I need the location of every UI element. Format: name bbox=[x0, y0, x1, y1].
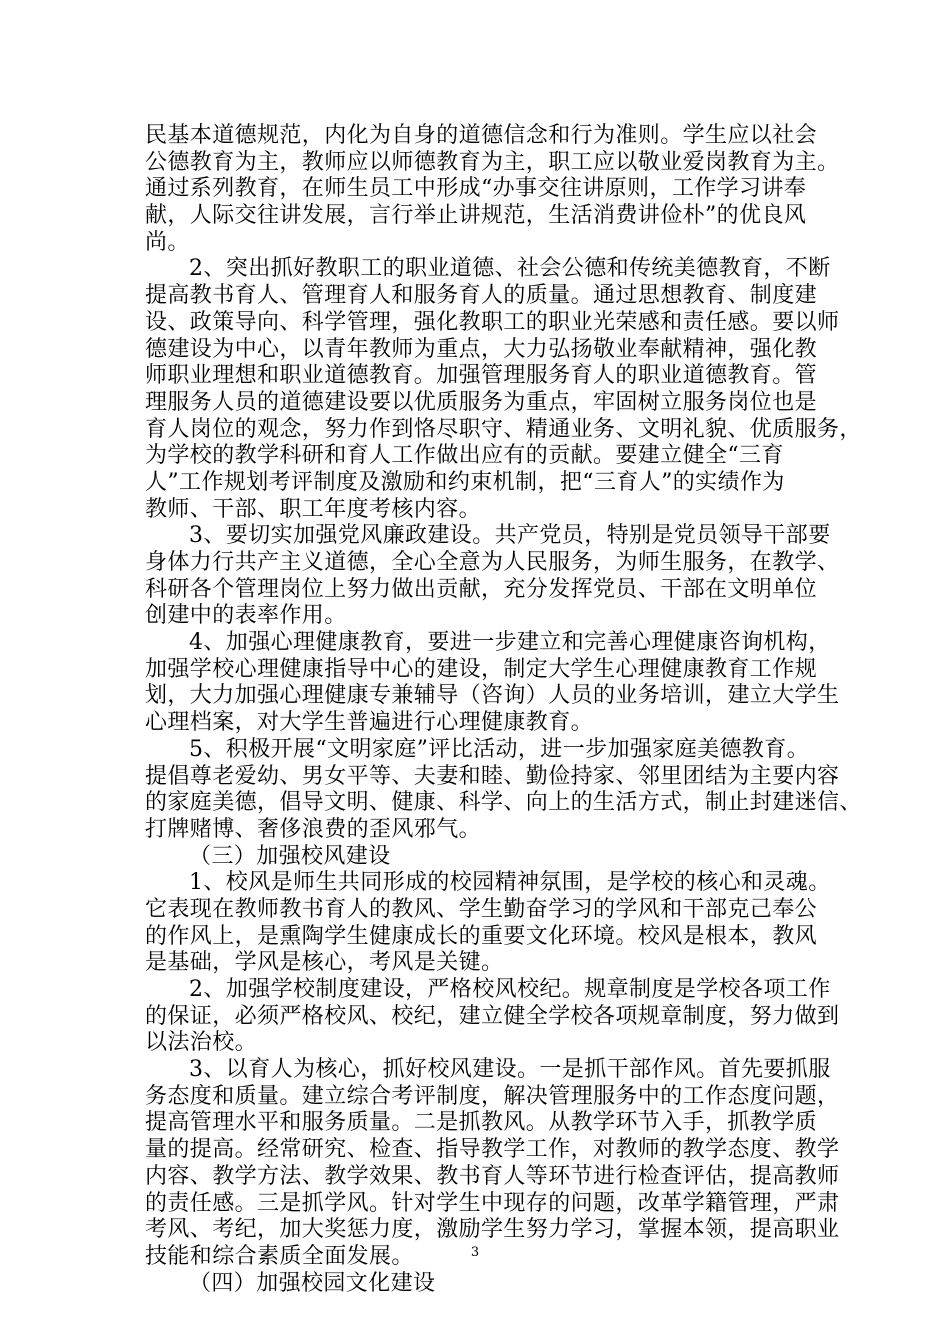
page-number: 3 bbox=[470, 1245, 480, 1260]
text-line: 民基本道德规范，内化为自身的道德信念和行为准则。学生应以社会 bbox=[145, 123, 818, 148]
paragraph-first-line: 1、校风是师生共同形成的校园精神氛围，是学校的核心和灵魂。 bbox=[189, 870, 831, 896]
text-line: 公德教育为主，教师应以师德教育为主，职工应以敬业爱岗教育为主。 bbox=[145, 149, 840, 175]
paragraph-first-line: 3、以育人为核心，抓好校风建设。一是抓干部作风。首先要抓服 bbox=[189, 1057, 831, 1083]
text-line: 的家庭美德，倡导文明、健康、科学、向上的生活方式，制止封建迷信、 bbox=[145, 790, 862, 816]
text-line: 技能和综合素质全面发展。 bbox=[145, 1243, 414, 1269]
text-line: 德建设为中心，以青年教师为重点，大力弘扬敬业奉献精神，强化教 bbox=[145, 336, 818, 362]
text-line: 师职业理想和职业道德教育。加强管理服务育人的职业道德教育。管 bbox=[145, 363, 818, 389]
text-line: 提高教书育人、管理育人和服务育人的质量。通过思想教育、制度建 bbox=[145, 283, 818, 309]
paragraph-first-line: 4、加强心理健康教育，要进一步建立和完善心理健康咨询机构， bbox=[189, 630, 831, 656]
text-line: 量的提高。经常研究、检查、指导教学工作，对教师的教学态度、教学 bbox=[145, 1137, 840, 1163]
text-line: 提倡尊老爱幼、男女平等、夫妻和睦、勤俭持家、邻里团结为主要内容 bbox=[145, 763, 840, 789]
text-line: 加强学校心理健康指导中心的建设，制定大学生心理健康教育工作规 bbox=[145, 656, 818, 682]
paragraph-first-line: （三）加强校风建设 bbox=[189, 843, 391, 869]
text-line: 务态度和质量。建立综合考评制度，解决管理服务中的工作态度问题， bbox=[145, 1083, 840, 1109]
text-line: 它表现在教师教书育人的教风、学生勤奋学习的学风和干部克己奉公 bbox=[145, 896, 818, 922]
text-line: 设、政策导向、科学管理，强化教职工的职业光荣感和责任感。要以师 bbox=[145, 309, 840, 335]
text-line: 提高管理水平和服务质量。二是抓教风。从教学环节入手，抓教学质 bbox=[145, 1110, 818, 1136]
text-line: 的作风上，是熏陶学生健康成长的重要文化环境。校风是根本，教风 bbox=[145, 923, 818, 949]
text-line: 身体力行共产主义道德，全心全意为人民服务，为师生服务，在教学、 bbox=[145, 550, 840, 575]
paragraph-first-line: （四）加强校园文化建设 bbox=[189, 1270, 436, 1296]
paragraph-first-line: 3、要切实加强党风廉政建设。共产党员，特别是党员领导干部要 bbox=[189, 523, 831, 549]
text-line: 通过系列教育，在师生员工中形成“办事交往讲原则，工作学习讲奉 bbox=[145, 176, 807, 202]
text-line: 内容、教学方法、教学效果、教书育人等环节进行检查评估，提高教师 bbox=[145, 1163, 840, 1189]
text-line: 教师、干部、职工年度考核内容。 bbox=[145, 496, 482, 522]
paragraph-first-line: 2、加强学校制度建设，严格校风校纪。规章制度是学校各项工作 bbox=[189, 977, 831, 1002]
text-line: 育人岗位的观念，努力作到恪尽职守、精通业务、文明礼貌、优质服务， bbox=[145, 416, 862, 442]
text-line: 尚。 bbox=[145, 229, 190, 255]
paragraph-first-line: 2、突出抓好教职工的职业道德、社会公德和传统美德教育，不断 bbox=[189, 256, 831, 282]
text-line: 以法治校。 bbox=[145, 1030, 258, 1056]
text-line: 划，大力加强心理健康专兼辅导（咨询）人员的业务培训，建立大学生 bbox=[145, 683, 840, 709]
text-line: 创建中的表率作用。 bbox=[145, 603, 347, 629]
text-line: 献，人际交往讲发展，言行举止讲规范，生活消费讲俭朴”的优良风 bbox=[145, 203, 807, 229]
text-line: 打牌赌博、奢侈浪费的歪风邪气。 bbox=[145, 816, 482, 842]
text-line: 科研各个管理岗位上努力做出贡献，充分发挥党员、干部在文明单位 bbox=[145, 576, 818, 602]
text-line: 心理档案，对大学生普遍进行心理健康教育。 bbox=[145, 710, 594, 736]
text-line: 人”工作规划考评制度及激励和约束机制，把“三育人”的实绩作为 bbox=[145, 469, 785, 495]
text-line: 是基础，学风是核心，考风是关键。 bbox=[145, 950, 504, 976]
document-body bbox=[145, 123, 862, 1297]
text-line: 理服务人员的道德建设要以优质服务为重点，牢固树立服务岗位也是 bbox=[145, 389, 818, 415]
text-line: 考风、考纪，加大奖惩力度，激励学生努力学习，掌握本领，提高职业 bbox=[145, 1217, 840, 1243]
text-line: 的责任感。三是抓学风。针对学生中现存的问题，改革学籍管理，严肃 bbox=[145, 1190, 840, 1216]
paragraph-first-line: 5、积极开展“文明家庭”评比活动，进一步加强家庭美德教育。 bbox=[189, 736, 810, 762]
text-line: 的保证，必须严格校风、校纪，建立健全学校各项规章制度，努力做到 bbox=[145, 1003, 840, 1029]
text-line: 为学校的教学科研和育人工作做出应有的贡献。要建立健全“三育 bbox=[145, 443, 784, 469]
